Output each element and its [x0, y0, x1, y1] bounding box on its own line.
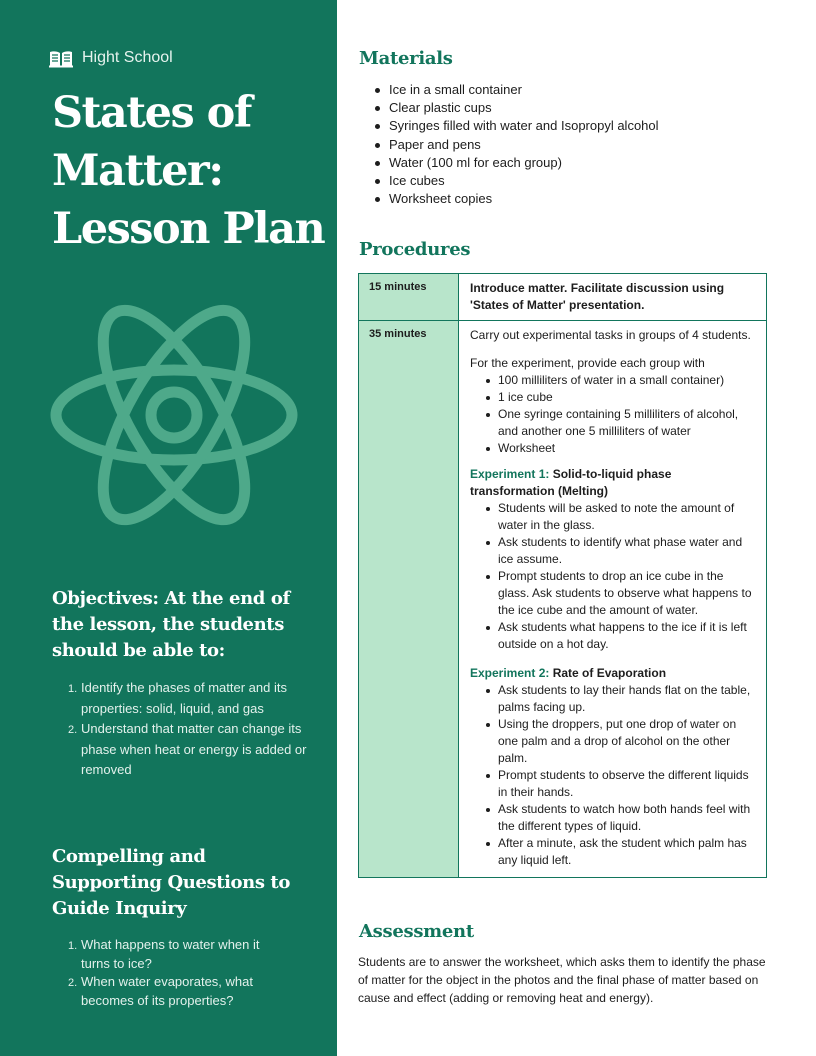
- title-line: States of: [52, 88, 251, 138]
- materials-heading: Materials: [359, 48, 453, 69]
- assessment-text: Students are to answer the worksheet, which asks them to identify the phase of matter for the object in the photos and the final phase of matter based on cause and effect (adding or removing heat and energy).: [358, 955, 766, 1005]
- objectives-heading: Objectives: At the end of the lesson, the students should be able to:: [52, 588, 290, 661]
- list-item: Ask students what happens to the ice if it is left outside on a hot day.: [498, 619, 756, 653]
- list-item: Ask students to identify what phase water and ice assume.: [498, 534, 756, 568]
- objectives-list: [81, 678, 311, 781]
- list-item: Understand that matter can change its phase when heat or energy is added or removed: [81, 721, 307, 777]
- table-row: [359, 274, 767, 321]
- experiment-title: Solid-to-liquid phase transformation (Melting): [470, 467, 672, 498]
- list-item: Ask students to watch how both hands feel with the different types of liquid.: [498, 801, 756, 835]
- experiment-title: Rate of Evaporation: [552, 666, 667, 680]
- description-cell: Introduce matter. Facilitate discussion using 'States of Matter' presentation.: [459, 274, 767, 321]
- experiment-1-heading: [470, 466, 756, 500]
- list-item: Prompt students to observe the different liquids in their hands.: [498, 767, 756, 801]
- title-line: Matter:: [52, 146, 223, 196]
- list-item: Identify the phases of matter and its properties: solid, liquid, and gas: [81, 680, 287, 716]
- open-book-icon: [49, 48, 73, 68]
- list-item: Paper and pens: [389, 136, 789, 154]
- list-item: One syringe containing 5 milliliters of alcohol, and another one 5 milliliters of water: [498, 406, 756, 440]
- list-item: 100 milliliters of water in a small container): [498, 372, 756, 389]
- experiment-2-heading: [470, 665, 756, 682]
- questions-heading: Compelling and Supporting Questions to Guide Inquiry: [52, 846, 290, 919]
- list-item: Syringes filled with water and Isopropyl alcohol: [389, 117, 789, 135]
- list-item: After a minute, ask the student which palm has any liquid left.: [498, 835, 756, 869]
- page-title: [52, 84, 332, 258]
- supplies-list: [470, 372, 756, 457]
- materials-list: [389, 81, 789, 208]
- assessment-heading: Assessment: [359, 921, 474, 942]
- list-item: Ice in a small container: [389, 81, 789, 99]
- time-cell: 35 minutes: [359, 321, 459, 878]
- school-label: [49, 48, 173, 68]
- experiment-label: Experiment 1:: [470, 467, 550, 481]
- list-item: What happens to water when it turns to ice?: [81, 937, 260, 971]
- list-item: Worksheet copies: [389, 190, 789, 208]
- sidebar: [0, 0, 337, 1056]
- atom-icon: [48, 303, 300, 528]
- list-item: 1 ice cube: [498, 389, 756, 406]
- time-cell: 15 minutes: [359, 274, 459, 321]
- experiment-label: Experiment 2:: [470, 666, 550, 680]
- list-item: Using the droppers, put one drop of water on one palm and a drop of alcohol on the other palm.: [498, 716, 756, 767]
- experiment-2-steps: [470, 682, 756, 869]
- list-item: Clear plastic cups: [389, 99, 789, 117]
- description-cell: [459, 321, 767, 878]
- table-row: [359, 321, 767, 878]
- procedures-table: [358, 273, 767, 878]
- list-item: Ask students to lay their hands flat on the table, palms facing up.: [498, 682, 756, 716]
- questions-list: [81, 936, 291, 1010]
- list-item: Water (100 ml for each group): [389, 154, 789, 172]
- experiment-1-steps: [470, 500, 756, 653]
- title-line: Lesson Plan: [52, 204, 325, 254]
- list-item: Worksheet: [498, 440, 756, 457]
- paragraph: Carry out experimental tasks in groups of 4 students.: [470, 328, 751, 342]
- list-item: Ice cubes: [389, 172, 789, 190]
- list-item: Students will be asked to note the amount of water in the glass.: [498, 500, 756, 534]
- school-name: Hight School: [82, 49, 173, 66]
- list-item: Prompt students to drop an ice cube in the glass. Ask students to observe what happens to the ice cube and the amount of water.: [498, 568, 756, 619]
- procedures-heading: Procedures: [359, 239, 471, 260]
- paragraph: For the experiment, provide each group with: [470, 356, 705, 370]
- list-item: When water evaporates, what becomes of its properties?: [81, 974, 253, 1008]
